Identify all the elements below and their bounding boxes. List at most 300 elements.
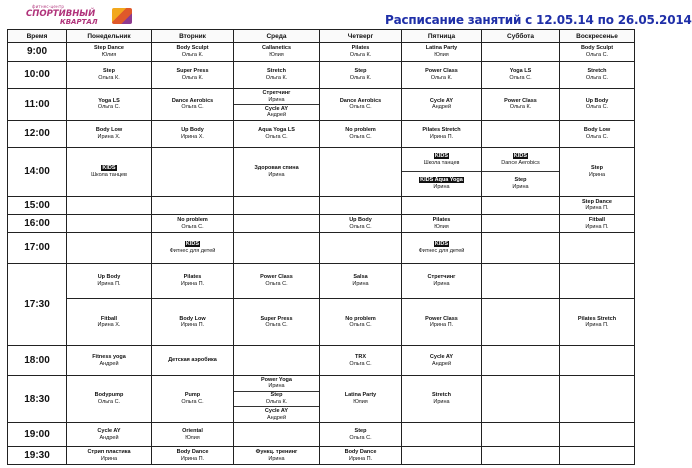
class-cell bbox=[482, 376, 560, 423]
trainer-name: Ольга К. bbox=[181, 51, 204, 58]
header-saturday: Суббота bbox=[482, 30, 560, 43]
trainer-name: Ирина Х. bbox=[97, 322, 121, 329]
logo-top-text: фитнес-центр bbox=[32, 4, 65, 9]
class-entry bbox=[320, 392, 401, 405]
class-cell bbox=[234, 232, 320, 263]
class-cell bbox=[320, 120, 402, 148]
class-cell bbox=[320, 423, 402, 447]
class-cell bbox=[67, 346, 152, 376]
class-name: Body Dance bbox=[344, 449, 377, 456]
class-cell bbox=[482, 61, 560, 89]
class-entry bbox=[402, 274, 481, 287]
trainer-name: Андрей bbox=[431, 104, 452, 111]
class-entry bbox=[152, 449, 233, 462]
trainer-name: Ирина П. bbox=[585, 322, 609, 329]
class-cell bbox=[320, 43, 402, 62]
class-entry bbox=[402, 217, 481, 230]
class-cell bbox=[482, 120, 560, 148]
trainer-name: Андрей bbox=[266, 112, 287, 119]
class-cell bbox=[320, 89, 402, 120]
class-name: Pilates bbox=[183, 274, 202, 281]
table-row bbox=[8, 61, 635, 89]
class-cell bbox=[320, 215, 402, 233]
class-entry bbox=[560, 98, 634, 111]
class-entry bbox=[67, 45, 151, 58]
table-row bbox=[8, 148, 635, 196]
table-row bbox=[8, 120, 635, 148]
class-name: Body Sculpt bbox=[580, 45, 614, 52]
class-cell bbox=[482, 148, 560, 196]
trainer-name: Ольга К. bbox=[181, 74, 204, 81]
class-name: Cycle AY bbox=[97, 428, 121, 435]
trainer-name: Ирина Х. bbox=[181, 133, 204, 140]
table-row bbox=[8, 447, 635, 465]
class-entry bbox=[560, 316, 634, 329]
class-name: Latina Party bbox=[344, 392, 377, 399]
class-entry bbox=[152, 357, 233, 364]
class-name: Stretch bbox=[587, 68, 607, 75]
class-name: Latina Party bbox=[425, 45, 458, 52]
class-cell bbox=[234, 89, 320, 120]
class-entry bbox=[234, 104, 319, 120]
time-cell: 17:00 bbox=[8, 232, 67, 263]
logo bbox=[20, 4, 120, 26]
class-entry bbox=[402, 316, 481, 329]
trainer-name: Ирина П. bbox=[585, 223, 609, 230]
trainer-name: Ольга С. bbox=[349, 104, 372, 111]
class-cell bbox=[234, 43, 320, 62]
class-entry bbox=[402, 148, 481, 171]
class-cell bbox=[320, 196, 402, 215]
class-entry bbox=[234, 316, 319, 329]
class-name: Стретчинг bbox=[262, 89, 291, 96]
class-entry bbox=[560, 68, 634, 81]
class-name: Dance Aerobics bbox=[339, 97, 382, 104]
class-cell bbox=[482, 196, 560, 215]
class-cell bbox=[67, 423, 152, 447]
class-name: Step bbox=[103, 68, 115, 75]
class-cell bbox=[234, 120, 320, 148]
class-cell bbox=[482, 215, 560, 233]
trainer-name: Юлия bbox=[353, 399, 368, 406]
trainer-name: Ирина bbox=[268, 96, 285, 103]
class-name: Body Dance bbox=[176, 449, 209, 456]
class-cell bbox=[402, 423, 482, 447]
class-cell bbox=[152, 120, 234, 148]
trainer-name: Dance Aerobics bbox=[501, 159, 540, 166]
class-name: Oriental bbox=[182, 428, 203, 435]
table-row bbox=[8, 299, 635, 346]
trainer-name: Ольга С. bbox=[585, 104, 609, 111]
class-cell bbox=[560, 43, 635, 62]
trainer-name: Фитнес для детей bbox=[418, 247, 465, 254]
trainer-name: Ольга К. bbox=[430, 74, 453, 81]
class-entry bbox=[67, 274, 151, 287]
class-cell bbox=[234, 263, 320, 298]
class-entry bbox=[67, 449, 151, 462]
class-cell bbox=[234, 346, 320, 376]
class-name: No problem bbox=[345, 315, 376, 322]
class-cell bbox=[482, 43, 560, 62]
table-row bbox=[8, 43, 635, 62]
class-cell bbox=[234, 299, 320, 346]
header-time: Время bbox=[8, 30, 67, 43]
class-entry bbox=[402, 241, 481, 254]
trainer-name: Ирина bbox=[588, 171, 606, 178]
trainer-name: Школа танцев bbox=[423, 159, 460, 166]
class-cell bbox=[234, 196, 320, 215]
trainer-name: Школа танцев bbox=[91, 171, 127, 178]
table-row bbox=[8, 89, 635, 120]
table-row bbox=[8, 423, 635, 447]
class-cell bbox=[560, 89, 635, 120]
table-row bbox=[8, 263, 635, 298]
trainer-name: Ольга К. bbox=[349, 74, 372, 81]
class-cell bbox=[482, 346, 560, 376]
trainer-name: Ольга С. bbox=[349, 223, 372, 230]
schedule-table bbox=[7, 29, 635, 465]
class-name: Stretch bbox=[267, 68, 286, 75]
class-entry bbox=[67, 392, 151, 405]
trainer-name: Фитнес для детей bbox=[169, 247, 216, 254]
class-entry bbox=[402, 354, 481, 367]
class-name: Power Class bbox=[260, 274, 293, 281]
class-name: Pilates Stretch bbox=[422, 127, 461, 134]
class-cell bbox=[560, 376, 635, 423]
class-cell bbox=[402, 232, 482, 263]
class-entry bbox=[152, 217, 233, 230]
class-cell bbox=[402, 89, 482, 120]
class-name: Здоровая спина bbox=[254, 165, 299, 172]
class-entry bbox=[402, 45, 481, 58]
class-name: KIDS bbox=[102, 165, 116, 172]
class-entry bbox=[234, 274, 319, 287]
class-cell bbox=[560, 120, 635, 148]
class-cell bbox=[560, 423, 635, 447]
class-name: Cycle AY bbox=[429, 354, 454, 361]
class-name: Стрип пластика bbox=[87, 449, 131, 456]
class-entry bbox=[234, 165, 319, 178]
time-cell: 19:30 bbox=[8, 447, 67, 465]
class-name: Cycle AY bbox=[264, 105, 289, 112]
class-cell bbox=[152, 423, 234, 447]
trainer-name: Ольга С. bbox=[97, 104, 121, 111]
class-name: Power Class bbox=[425, 68, 458, 75]
class-entry bbox=[402, 392, 481, 405]
class-entry bbox=[560, 165, 634, 178]
class-cell bbox=[402, 148, 482, 196]
class-entry bbox=[320, 274, 401, 287]
trainer-name: Ольга К. bbox=[265, 399, 288, 406]
trainer-name: Ольга С. bbox=[349, 133, 372, 140]
class-entry bbox=[402, 127, 481, 140]
trainer-name: Ольга С. bbox=[585, 51, 609, 58]
class-cell bbox=[320, 376, 402, 423]
class-name: KIDS bbox=[513, 153, 528, 160]
class-cell bbox=[482, 299, 560, 346]
class-name: Up Body bbox=[97, 274, 121, 281]
trainer-name: Ольга С. bbox=[585, 74, 609, 81]
class-entry bbox=[234, 376, 319, 391]
table-row bbox=[8, 215, 635, 233]
class-cell bbox=[67, 447, 152, 465]
trainer-name: Ольга К. bbox=[349, 51, 372, 58]
time-cell: 11:00 bbox=[8, 89, 67, 120]
class-name: Up Body bbox=[585, 97, 609, 104]
class-entry bbox=[152, 274, 233, 287]
trainer-name: Ирина bbox=[512, 183, 529, 190]
trainer-name: Ольга К. bbox=[98, 74, 120, 81]
class-entry bbox=[234, 449, 319, 462]
class-name: Pilates Stretch bbox=[577, 315, 617, 322]
class-entry bbox=[152, 68, 233, 81]
class-cell bbox=[482, 263, 560, 298]
class-entry bbox=[560, 45, 634, 58]
trainer-name: Ольга С. bbox=[265, 322, 288, 329]
trainer-name: Андрей bbox=[99, 434, 119, 441]
table-row bbox=[8, 232, 635, 263]
class-cell bbox=[482, 232, 560, 263]
class-entry bbox=[234, 406, 319, 422]
class-entry bbox=[67, 316, 151, 329]
class-cell bbox=[402, 299, 482, 346]
page-title: Расписание занятий с 12.05.14 по 26.05.2014 bbox=[385, 13, 692, 27]
trainer-name: Ольга С. bbox=[181, 399, 204, 406]
class-cell bbox=[152, 196, 234, 215]
class-name: Aqua Yoga LS bbox=[258, 127, 295, 134]
class-cell bbox=[560, 148, 635, 196]
class-cell bbox=[560, 215, 635, 233]
class-entry bbox=[320, 316, 401, 329]
header-friday: Пятница bbox=[402, 30, 482, 43]
class-name: Salsa bbox=[353, 274, 368, 281]
class-entry bbox=[402, 98, 481, 111]
class-entry bbox=[152, 127, 233, 140]
table-row bbox=[8, 346, 635, 376]
class-cell bbox=[560, 232, 635, 263]
trainer-name: Ольга К. bbox=[509, 104, 532, 111]
class-entry bbox=[67, 354, 151, 367]
class-cell bbox=[152, 61, 234, 89]
class-entry bbox=[67, 127, 151, 140]
class-cell bbox=[402, 120, 482, 148]
time-cell: 9:00 bbox=[8, 43, 67, 62]
class-entry bbox=[234, 45, 319, 58]
class-cell bbox=[560, 447, 635, 465]
class-cell bbox=[482, 447, 560, 465]
class-cell bbox=[152, 89, 234, 120]
time-cell: 14:00 bbox=[8, 148, 67, 196]
trainer-name: Ольга К. bbox=[265, 74, 288, 81]
class-cell bbox=[320, 346, 402, 376]
class-name: Step bbox=[591, 165, 603, 172]
class-name: Dance Aerobics bbox=[171, 97, 214, 104]
trainer-name: Андрей bbox=[431, 360, 452, 367]
class-name: Fitball bbox=[100, 315, 118, 322]
class-cell bbox=[402, 376, 482, 423]
class-name: Yoga LS bbox=[98, 97, 120, 104]
table-row bbox=[8, 196, 635, 215]
class-name: Функц. тренинг bbox=[255, 449, 298, 456]
class-entry bbox=[320, 45, 401, 58]
class-entry bbox=[320, 68, 401, 81]
class-cell bbox=[67, 299, 152, 346]
class-entry bbox=[482, 171, 559, 195]
time-cell: 18:30 bbox=[8, 376, 67, 423]
class-cell bbox=[234, 61, 320, 89]
trainer-name: Ольга С. bbox=[509, 74, 532, 81]
class-name: Yoga LS bbox=[509, 68, 532, 75]
class-name: KIDS Aqua Yoga bbox=[420, 177, 463, 184]
trainer-name: Ольга С. bbox=[181, 104, 204, 111]
class-name: No problem bbox=[177, 217, 208, 223]
header-thursday: Четверг bbox=[320, 30, 402, 43]
trainer-name: Ирина bbox=[433, 183, 450, 190]
class-cell bbox=[560, 299, 635, 346]
class-name: Body Low bbox=[583, 127, 611, 134]
class-name: Step Dance bbox=[582, 198, 612, 205]
class-cell bbox=[152, 215, 234, 233]
trainer-name: Ольга С. bbox=[585, 133, 609, 140]
header-row bbox=[8, 30, 635, 43]
class-entry bbox=[152, 241, 233, 254]
class-name: Body Low bbox=[95, 127, 123, 134]
class-cell bbox=[152, 346, 234, 376]
class-name: Power Class bbox=[504, 97, 537, 104]
table-row bbox=[8, 376, 635, 423]
class-name: Cycle AY bbox=[264, 408, 289, 415]
trainer-name: Ирина П. bbox=[348, 455, 373, 462]
trainer-name: Ольга С. bbox=[97, 399, 121, 406]
class-cell bbox=[67, 232, 152, 263]
trainer-name: Ирина bbox=[100, 455, 118, 462]
class-name: Step bbox=[354, 428, 367, 435]
class-entry bbox=[560, 127, 634, 140]
class-cell bbox=[402, 196, 482, 215]
trainer-name: Ирина П. bbox=[429, 133, 454, 140]
class-name: KIDS bbox=[434, 241, 449, 248]
class-name: Детская аэробика bbox=[168, 357, 217, 364]
class-cell bbox=[234, 447, 320, 465]
trainer-name: Ирина П. bbox=[429, 322, 454, 329]
trainer-name: Ирина bbox=[268, 455, 285, 462]
trainer-name: Ирина bbox=[433, 280, 450, 287]
trainer-name: Ирина bbox=[352, 280, 369, 287]
class-cell bbox=[152, 299, 234, 346]
class-name: Body Low bbox=[179, 315, 206, 322]
class-cell bbox=[402, 346, 482, 376]
class-name: Step bbox=[354, 68, 367, 75]
time-cell: 10:00 bbox=[8, 61, 67, 89]
class-name: Pump bbox=[184, 392, 201, 399]
trainer-name: Ольга С. bbox=[265, 280, 288, 287]
class-cell bbox=[67, 263, 152, 298]
class-cell bbox=[152, 232, 234, 263]
time-cell: 19:00 bbox=[8, 423, 67, 447]
class-cell bbox=[152, 447, 234, 465]
class-entry bbox=[152, 98, 233, 111]
class-cell bbox=[67, 376, 152, 423]
trainer-name: Ирина П. bbox=[180, 455, 205, 462]
class-entry bbox=[67, 98, 151, 111]
class-entry bbox=[482, 98, 559, 111]
class-cell bbox=[67, 120, 152, 148]
class-cell bbox=[402, 61, 482, 89]
class-entry bbox=[402, 68, 481, 81]
class-name: Fitness yoga bbox=[92, 354, 126, 361]
header-sunday: Воскресенье bbox=[560, 30, 635, 43]
class-cell bbox=[320, 447, 402, 465]
class-name: Pilates bbox=[351, 45, 370, 52]
header-wednesday: Среда bbox=[234, 30, 320, 43]
trainer-name: Ольга С. bbox=[349, 322, 372, 329]
class-cell bbox=[320, 299, 402, 346]
class-name: Super Press bbox=[176, 68, 209, 75]
class-name: TRX bbox=[355, 354, 366, 361]
class-cell bbox=[560, 263, 635, 298]
time-cell: 17:30 bbox=[8, 263, 67, 346]
trainer-name: Ирина bbox=[433, 399, 450, 406]
class-entry bbox=[234, 68, 319, 81]
class-cell bbox=[67, 89, 152, 120]
trainer-name: Ирина П. bbox=[97, 280, 121, 287]
logo-sub-text: КВАРТАЛ bbox=[60, 18, 98, 26]
class-cell bbox=[320, 232, 402, 263]
trainer-name: Ирина bbox=[268, 171, 285, 178]
class-entry bbox=[320, 449, 401, 462]
class-cell bbox=[560, 196, 635, 215]
trainer-name: Ирина П. bbox=[585, 205, 609, 212]
class-cell bbox=[320, 148, 402, 196]
class-entry bbox=[402, 171, 481, 195]
class-cell bbox=[67, 43, 152, 62]
time-cell: 12:00 bbox=[8, 120, 67, 148]
trainer-name: Ирина П. bbox=[180, 280, 205, 287]
header-monday: Понедельник bbox=[67, 30, 152, 43]
trainer-name: Ольга С. bbox=[349, 434, 372, 441]
trainer-name: Андрей bbox=[266, 414, 287, 421]
class-cell bbox=[234, 376, 320, 423]
class-entry bbox=[320, 217, 401, 230]
time-cell: 18:00 bbox=[8, 346, 67, 376]
logo-mark-icon bbox=[112, 8, 132, 24]
trainer-name: Ирина П. bbox=[180, 322, 205, 329]
class-name: Power Class bbox=[425, 315, 458, 322]
class-entry bbox=[234, 127, 319, 140]
class-name: Step Dance bbox=[94, 45, 124, 52]
logo-main-text: СПОРТИВНЫЙ bbox=[26, 9, 96, 19]
class-cell bbox=[152, 43, 234, 62]
class-name: Стретчинг bbox=[427, 274, 456, 281]
class-cell bbox=[67, 61, 152, 89]
trainer-name: Ирина bbox=[268, 383, 285, 390]
class-cell bbox=[152, 263, 234, 298]
class-cell bbox=[234, 148, 320, 196]
trainer-name: Юлия bbox=[101, 51, 117, 58]
class-entry bbox=[67, 68, 151, 81]
class-entry bbox=[320, 354, 401, 367]
class-name: Cycle AY bbox=[429, 97, 454, 104]
class-name: Callanetics bbox=[261, 45, 292, 52]
class-entry bbox=[482, 68, 559, 81]
class-name: Step bbox=[270, 392, 283, 399]
class-cell bbox=[482, 89, 560, 120]
class-name: Stretch bbox=[432, 392, 451, 399]
class-cell bbox=[402, 215, 482, 233]
class-entry bbox=[560, 199, 634, 212]
class-name: Up Body bbox=[349, 217, 372, 223]
class-cell bbox=[320, 263, 402, 298]
